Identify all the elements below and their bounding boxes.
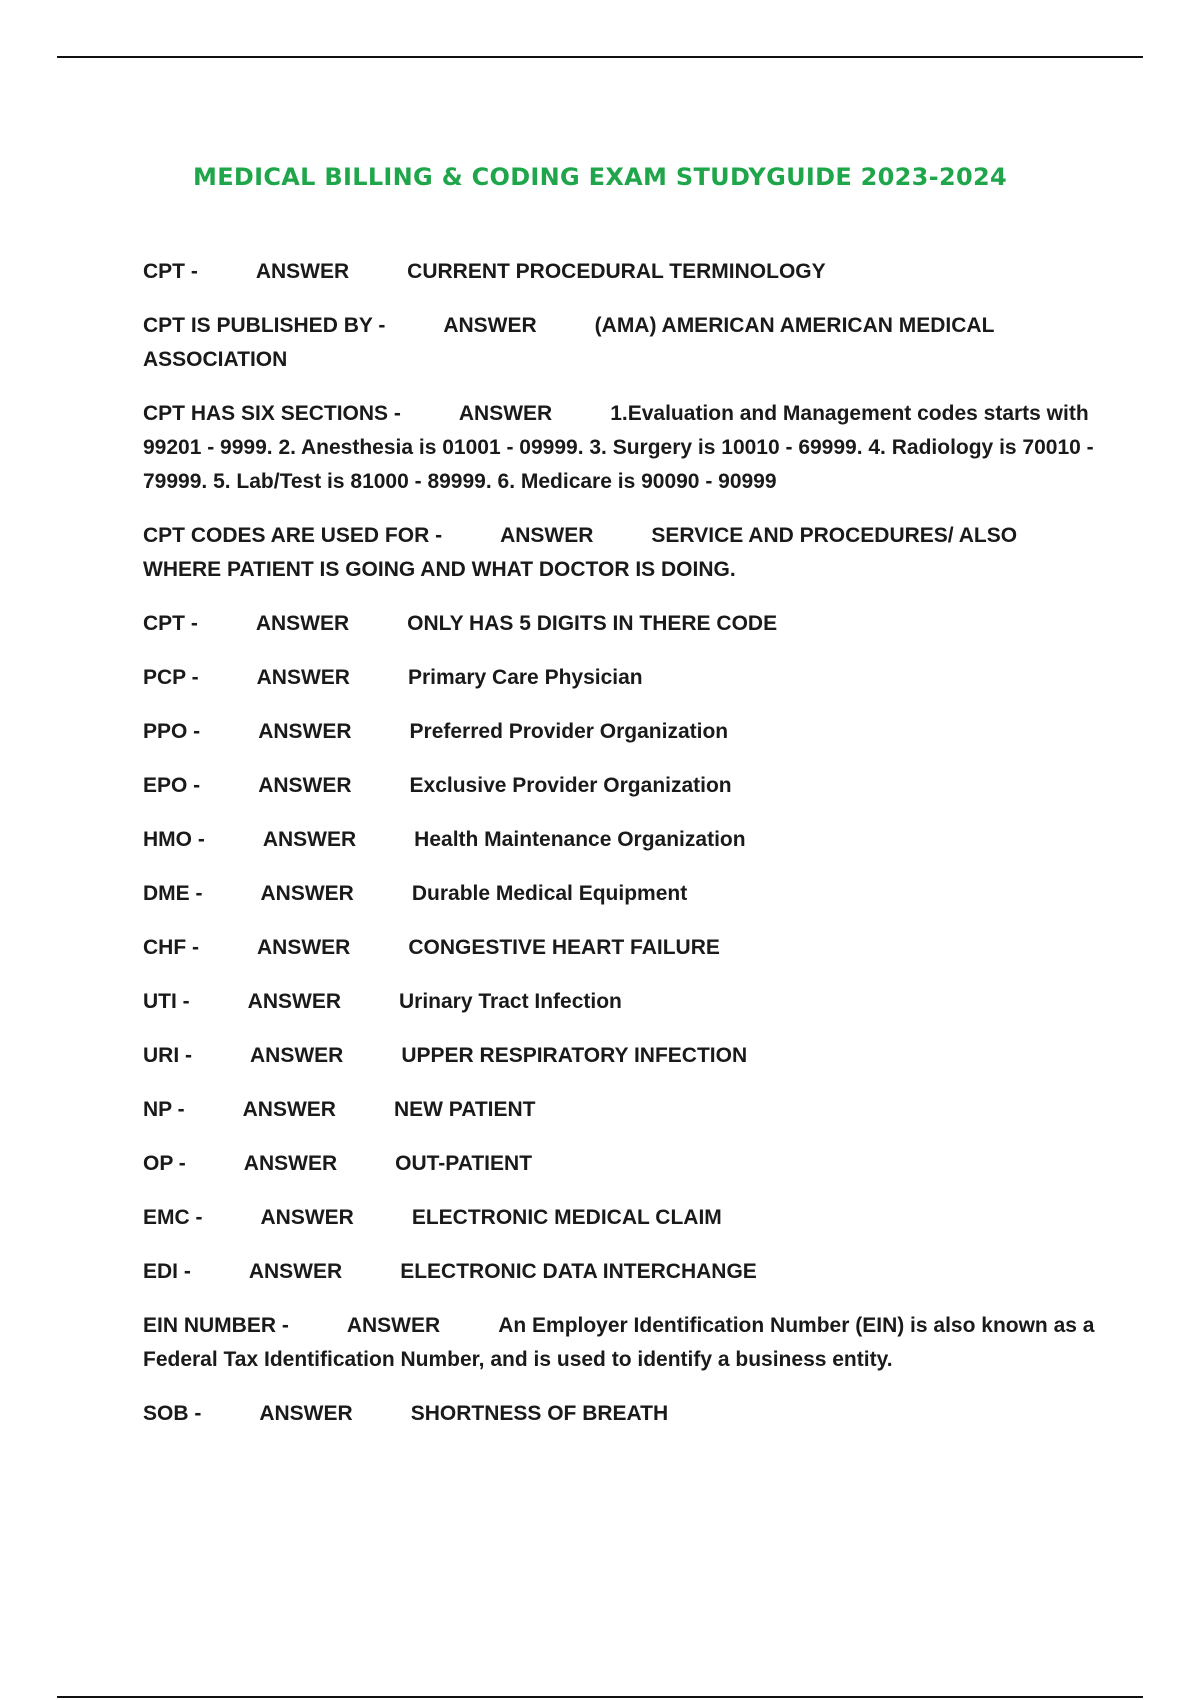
entry-term: CPT HAS SIX SECTIONS - <box>143 402 401 425</box>
entry-definition: 1.Evaluation and Management codes starts with 99201 - 9999. 2. Anesthesia is 01001 - 09999. 3. Surgery is 10010 - 69999. 4. Radiology is 70010 - 79999. 5. Lab/Test is 81000 - 89999. 6. Medicare is 90090 - 90999 <box>143 402 1094 493</box>
qa-entry <box>143 661 1098 695</box>
entry-answer-label: ANSWER <box>262 828 357 851</box>
entry-term: URI - <box>143 1044 192 1067</box>
entry-term: DME - <box>143 882 203 905</box>
entry-term: NP - <box>143 1098 185 1121</box>
entry-term: EMC - <box>143 1206 203 1229</box>
entry-term: PCP - <box>143 666 199 689</box>
qa-entry <box>143 1309 1098 1377</box>
entry-term: EPO - <box>143 774 201 797</box>
document-title: MEDICAL BILLING & CODING EXAM STUDYGUIDE 2023-2024 <box>193 163 1007 192</box>
entry-term: HMO - <box>143 828 205 851</box>
entry-term: SOB - <box>143 1402 202 1425</box>
entry-term: CPT - <box>143 612 198 635</box>
entry-definition: Durable Medical Equipment <box>411 882 688 905</box>
qa-entry <box>143 519 1098 587</box>
qa-entry <box>143 1255 1098 1289</box>
entry-answer-label: ANSWER <box>458 402 553 425</box>
entry-answer-label: ANSWER <box>243 1152 338 1175</box>
entry-definition: (AMA) AMERICAN AMERICAN MEDICAL ASSOCIATION <box>143 314 995 371</box>
entry-definition: Urinary Tract Infection <box>399 990 622 1013</box>
qa-entry <box>143 1147 1098 1181</box>
qa-entry <box>143 1397 1098 1431</box>
entry-definition: An Employer Identification Number (EIN) is also known as a Federal Tax Identification Number, and is used to identify a business entity. <box>143 1314 1095 1371</box>
entry-definition: OUT-PATIENT <box>395 1152 533 1175</box>
qa-entry <box>143 255 1098 289</box>
entry-answer-label: ANSWER <box>443 314 537 337</box>
entry-term: EIN NUMBER - <box>143 1314 289 1337</box>
qa-entry <box>143 877 1098 911</box>
entry-answer-label: ANSWER <box>250 1044 344 1067</box>
qa-entry <box>143 931 1098 965</box>
entry-answer-label: ANSWER <box>256 666 350 689</box>
bottom-rule <box>57 1696 1143 1698</box>
entry-answer-label: ANSWER <box>248 1260 343 1283</box>
entry-answer-label: ANSWER <box>242 1098 336 1121</box>
entry-answer-label: ANSWER <box>346 1314 441 1337</box>
entry-term: OP - <box>143 1152 186 1175</box>
top-rule <box>57 56 1143 58</box>
qa-entry <box>143 1039 1098 1073</box>
entry-term: CPT CODES ARE USED FOR - <box>143 524 443 547</box>
entry-definition: ONLY HAS 5 DIGITS IN THERE CODE <box>407 612 778 635</box>
entry-answer-label: ANSWER <box>259 1402 353 1425</box>
entry-definition: NEW PATIENT <box>393 1098 536 1121</box>
entry-answer-label: ANSWER <box>258 720 352 743</box>
qa-entry <box>143 309 1098 377</box>
entry-answer-label: ANSWER <box>255 260 350 283</box>
entry-definition: Primary Care Physician <box>407 666 643 689</box>
entry-definition: SHORTNESS OF BREATH <box>410 1402 669 1425</box>
qa-entry <box>143 985 1098 1019</box>
entry-definition: Health Maintenance Organization <box>414 828 746 851</box>
entry-term: CPT IS PUBLISHED BY - <box>143 314 386 337</box>
entry-definition: ELECTRONIC MEDICAL CLAIM <box>411 1206 722 1229</box>
entry-definition: ELECTRONIC DATA INTERCHANGE <box>400 1260 757 1283</box>
qa-entry <box>143 397 1098 499</box>
entry-term: EDI - <box>143 1260 191 1283</box>
entry-answer-label: ANSWER <box>500 524 594 547</box>
entry-answer-label: ANSWER <box>260 1206 354 1229</box>
entry-answer-label: ANSWER <box>255 612 350 635</box>
entry-term: UTI - <box>143 990 190 1013</box>
qa-entry <box>143 823 1098 857</box>
qa-entry <box>143 769 1098 803</box>
entry-answer-label: ANSWER <box>260 882 354 905</box>
entry-definition: CURRENT PROCEDURAL TERMINOLOGY <box>407 260 826 283</box>
entry-term: CPT - <box>143 260 198 283</box>
entry-definition: Preferred Provider Organization <box>409 720 729 743</box>
entry-definition: Exclusive Provider Organization <box>409 774 732 797</box>
qa-entry <box>143 715 1098 749</box>
qa-entry <box>143 607 1098 641</box>
qa-entry <box>143 1093 1098 1127</box>
entry-answer-label: ANSWER <box>257 936 351 959</box>
qa-entry <box>143 1201 1098 1235</box>
entry-answer-label: ANSWER <box>258 774 352 797</box>
entry-definition: SERVICE AND PROCEDURES/ ALSO WHERE PATIENT IS GOING AND WHAT DOCTOR IS DOING. <box>143 524 1018 581</box>
entry-term: PPO - <box>143 720 201 743</box>
entry-definition: UPPER RESPIRATORY INFECTION <box>401 1044 748 1067</box>
qa-list <box>143 255 1098 1451</box>
entry-definition: CONGESTIVE HEART FAILURE <box>408 936 720 959</box>
entry-answer-label: ANSWER <box>247 990 341 1013</box>
entry-term: CHF - <box>143 936 199 959</box>
